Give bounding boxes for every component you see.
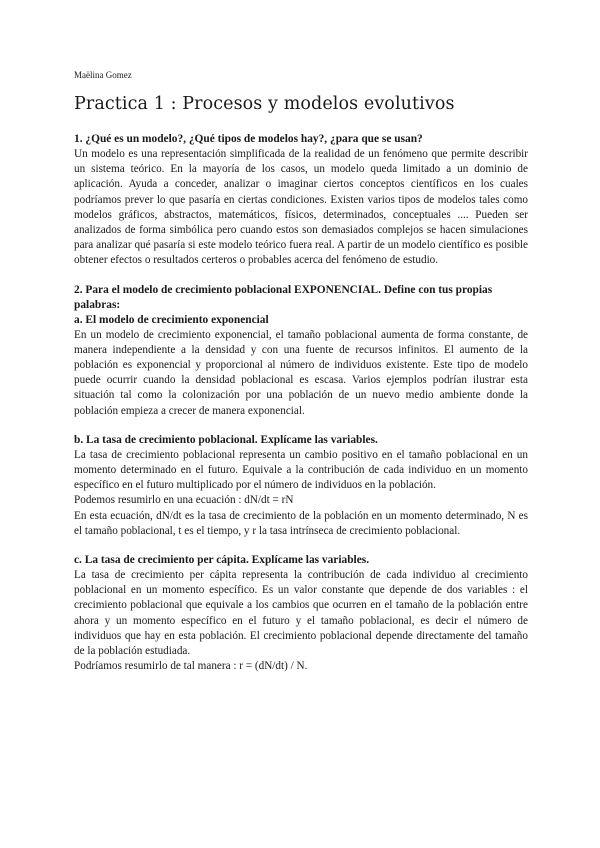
author-name: Maëlina Gomez	[74, 70, 132, 80]
question-1-answer: Un modelo es una representación simplificada de la realidad de un fenómeno que permite describir un sistema teórico. En la mayoría de los casos, un modelo queda limitado a un dominio de aplicación. Ayuda a conceder, analizar o imaginar ciertos conceptos científicos en los cuales podríamos prever lo que pasaría en ciertas condiciones. Existen varios tipos de modelos tales como modelos gráficos, abstractos, matemáticos, físicos, determinados, conceptuales .... Pueden ser analizados de forma simbólica pero cuando estos son demasiados complejos se hacen simulaciones para analizar qué pasaría si este modelo teórico fuera real. A partir de un modelo científico es posible obtener efectos o resultados certeros o probables acerca del fenómeno de estudio.	[74, 148, 528, 267]
question-2b-equation: Podemos resumirlo en una ecuación : dN/dt = rN	[74, 494, 294, 507]
question-2b-section	[74, 433, 528, 539]
question-2a-section	[74, 283, 528, 419]
question-2-heading: 2. Para el modelo de crecimiento poblacional EXPONENCIAL. Define con tus propias palabras:	[74, 283, 493, 311]
question-2c-heading: c. La tasa de crecimiento per cápita. Explícame las variables.	[74, 554, 370, 567]
question-2b-explanation: En esta ecuación, dN/dt es la tasa de crecimiento de la población en un momento determinado, N es el tamaño poblacional, t es el tiempo, y r la tasa intrínseca de crecimiento poblacional.	[74, 509, 528, 537]
question-2c-section	[74, 553, 528, 674]
question-1-heading: 1. ¿Qué es un modelo?, ¿Qué tipos de modelos hay?, ¿para que se usan?	[74, 133, 423, 145]
question-2a-answer: En un modelo de crecimiento exponencial, el tamaño poblacional aumenta de forma constante, de manera independiente a la densidad y con una fuente de recursos infinitos. El aumento de la población es exponencial y proporcional al número de individuos existente. Este tipo de modelo puede ocurrir cuando la densidad poblacional es escasa. Varios ejemplos podrían ilustrar esta situación tal como la colonización por una población de un nuevo medio ambiente donde la población empieza a crecer de manera exponencial.	[74, 328, 528, 417]
question-1-section	[74, 132, 528, 269]
question-2c-answer: La tasa de crecimiento per cápita representa la contribución de cada individuo al crecimiento poblacional en un momento específico. Es un valor constante que depende de dos variables : el crecimiento poblacional que equivale a los cambios que ocurren en el tamaño de la población entre ahora y un momento específico en el futuro y el tamaño poblacional, es decir el número de individuos que hay en esta población. El crecimiento poblacional depende directamente del tamaño de la población estudiada.	[74, 569, 528, 658]
question-2b-answer: La tasa de crecimiento poblacional representa un cambio positivo en el tamaño poblacional en un momento determinado en el futuro. Equivale a la contribución de cada individuo en un momento específico en el futuro multiplicado por el número de individuos en la población.	[74, 448, 528, 492]
question-2a-heading: a. El modelo de crecimiento exponencial	[74, 313, 269, 326]
question-2c-equation: Podríamos resumirlo de tal manera : r = (dN/dt) / N.	[74, 660, 308, 673]
question-2b-heading: b. La tasa de crecimiento poblacional. Explícame las variables.	[74, 433, 378, 446]
page-title: Practica 1 : Procesos y modelos evolutivos	[74, 94, 455, 114]
